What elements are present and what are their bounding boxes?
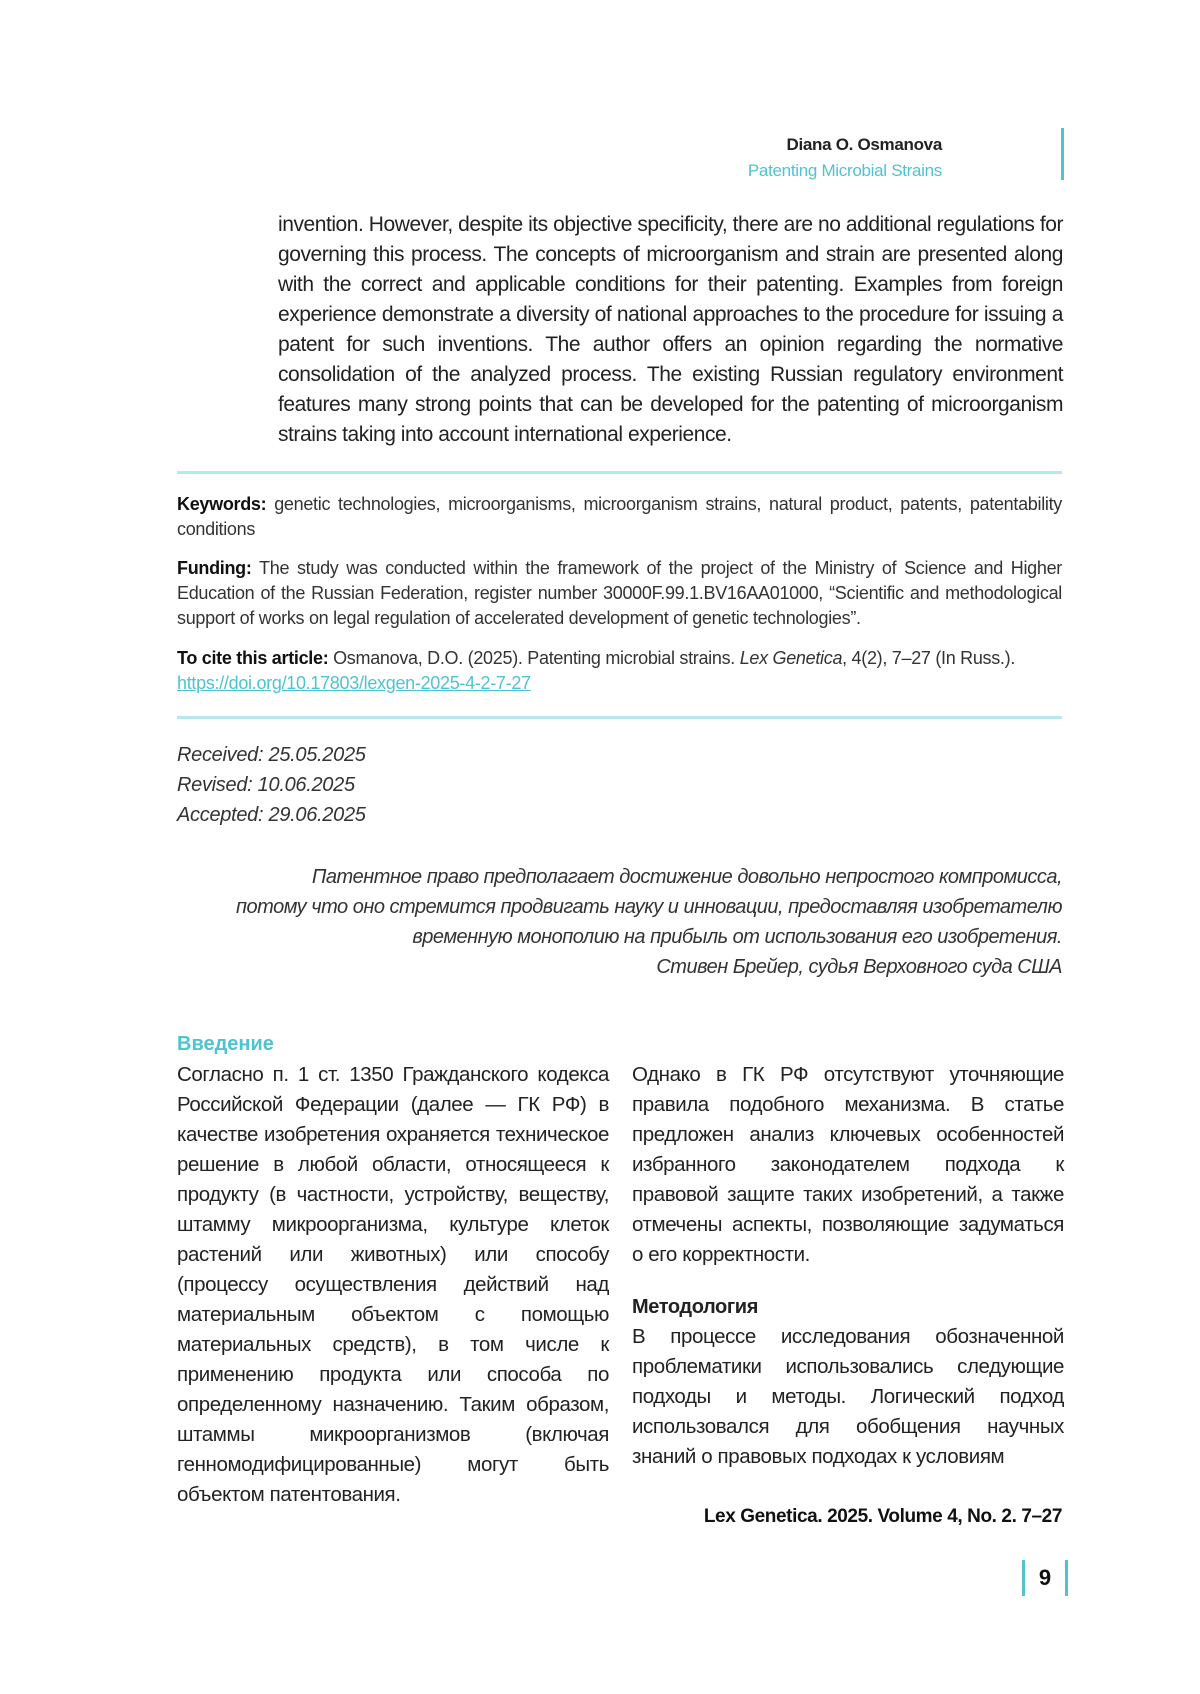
citation-text-after: , 4(2), 7–27 (In Russ.). xyxy=(842,648,1016,668)
date-accepted: Accepted: 29.06.2025 xyxy=(177,804,366,826)
funding-label: Funding: xyxy=(177,558,252,578)
epigraph xyxy=(177,862,1062,982)
divider-top xyxy=(177,471,1062,474)
epigraph-line: временную монополию на прибыль от использования его изобретения. xyxy=(412,926,1062,948)
methodology-paragraph: В процессе исследования обозначенной проблематики использовались следующие подходы и методы. Логический подход использовался для обобщения научных знаний о правовых подходах к условиям xyxy=(632,1325,1064,1468)
divider-bottom xyxy=(177,716,1062,719)
citation-text-before: Osmanova, D.O. (2025). Patenting microbial strains. xyxy=(328,648,740,668)
abstract-text: invention. However, despite its objective specificity, there are no additional regulations for governing this process. The concepts of microorganism and strain are presented along with the correct and applicable conditions for their patenting. Examples from foreign experience demonstrate a diversity of national approaches to the procedure for issuing a patent for such inventions. The author offers an opinion regarding the normative consolidation of the analyzed process. The existing Russian regulatory environment features many strong points that can be developed for the patenting of microorganism strains taking into account international experience. xyxy=(278,213,1063,446)
doi-link[interactable]: https://doi.org/10.17803/lexgen-2025-4-2-7-27 xyxy=(177,673,531,693)
page-number: 9 xyxy=(1022,1560,1068,1596)
body-column-left xyxy=(177,1060,609,1510)
intro-paragraph-left: Согласно п. 1 ст. 1350 Гражданского кодекса Российской Федерации (далее — ГК РФ) в качестве изобретения охраняется техническое решение в любой области, относящееся к продукту (в частности, устройству, веществу, штамму микроорганизма, культуре клеток растений или животных) или способу (процессу осуществления действий над материальным объектом с помощью материальных средств), в том числе к применению продукта или способа по определенному назначению. Таким образом, штаммы микроорганизмов (включая генномодифицированные) могут быть объектом патентования. xyxy=(177,1063,609,1506)
epigraph-author: Стивен Брейер, судья Верховного суда США xyxy=(656,956,1062,978)
citation-label: To cite this article: xyxy=(177,648,329,668)
footer-journal-info: Lex Genetica. 2025. Volume 4, No. 2. 7–27 xyxy=(703,1506,1062,1527)
funding-text: The study was conducted within the framework of the project of the Ministry of Science and Higher Education of the Russian Federation, register number 30000F.99.1.BV16AA01000, “Scientific and methodological support of works on legal regulation of accelerated development of genetic technologies”. xyxy=(177,558,1062,628)
running-header-author: Diana O. Osmanova xyxy=(786,135,942,154)
citation-journal: Lex Genetica xyxy=(739,648,843,668)
citation-block xyxy=(177,646,1062,696)
article-dates xyxy=(177,740,366,830)
body-column-right xyxy=(632,1060,1064,1472)
epigraph-line: Патентное право предполагает достижение довольно непростого компромисса, xyxy=(311,866,1062,888)
epigraph-line: потому что оно стремится продвигать науку и инновации, предоставляя изобретателю xyxy=(236,896,1062,918)
funding-block xyxy=(177,556,1062,631)
keywords-label: Keywords: xyxy=(177,494,267,514)
running-header xyxy=(242,132,942,184)
section-heading-methodology: Методология xyxy=(632,1296,758,1318)
keywords-text: genetic technologies, microorganisms, microorganism strains, natural product, patents, patentability conditions xyxy=(177,494,1062,539)
header-accent-bar xyxy=(1061,128,1064,180)
section-heading-introduction: Введение xyxy=(177,1033,274,1055)
intro-paragraph-right: Однако в ГК РФ отсутствуют уточняющие правила подобного механизма. В статье предложен анализ ключевых особенностей избранного законодателем подхода к правовой защите таких изобретений, а также отмечены аспекты, позволяющие задуматься о его корректности. xyxy=(632,1063,1064,1266)
date-received: Received: 25.05.2025 xyxy=(177,744,366,766)
keywords-block xyxy=(177,492,1062,542)
date-revised: Revised: 10.06.2025 xyxy=(177,774,355,796)
running-header-title: Patenting Microbial Strains xyxy=(747,161,942,180)
